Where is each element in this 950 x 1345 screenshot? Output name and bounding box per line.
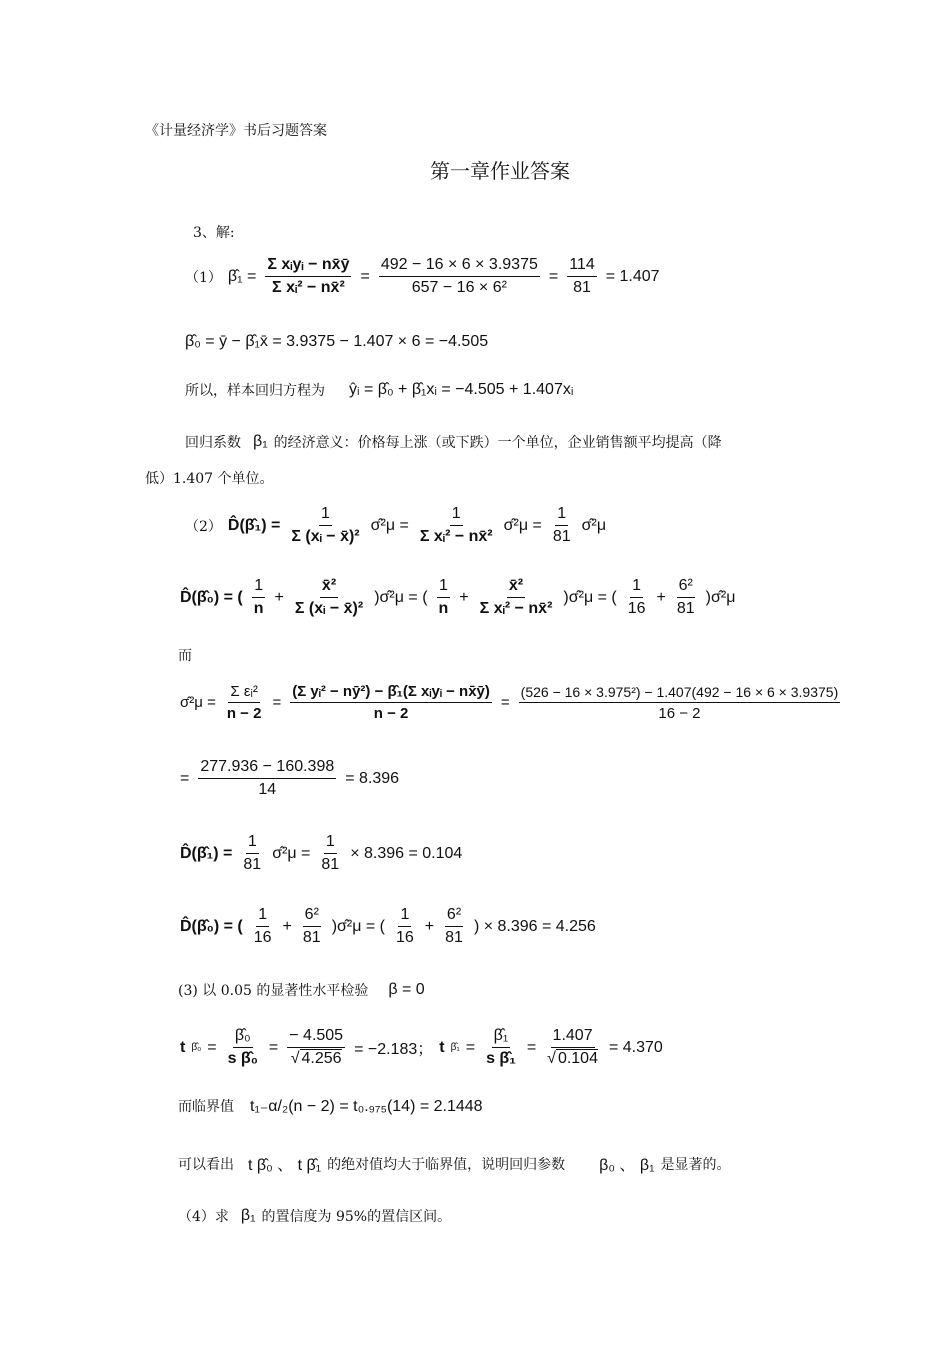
denominator: 81 bbox=[302, 929, 321, 946]
denominator: n − 2 bbox=[226, 705, 262, 722]
beta1-fraction-reduced bbox=[567, 256, 597, 297]
plus-sign: + bbox=[424, 917, 435, 935]
t-symbol: t bbox=[180, 1038, 186, 1056]
fraction bbox=[519, 684, 841, 722]
equals-sign: = bbox=[360, 267, 370, 285]
numerator: Σ εᵢ² bbox=[228, 683, 259, 703]
numerator: 1 bbox=[437, 577, 450, 598]
numerator: 1.407 bbox=[551, 1027, 595, 1048]
critical-value-formula: t₁₋α/₂(n − 2) = t₀.₉₇₅(14) = 2.1448 bbox=[250, 1098, 483, 1115]
numerator: x̄² bbox=[320, 577, 338, 598]
variance-beta0-numeric bbox=[180, 906, 596, 947]
sigma-term: )σ̂²μ = ( bbox=[331, 917, 385, 935]
denominator: 81 bbox=[445, 929, 463, 946]
numerator: β̂₁ bbox=[492, 1027, 511, 1048]
sigma-term: σ̂²μ = bbox=[272, 844, 311, 862]
t1-result: = 4.370 bbox=[608, 1038, 663, 1056]
numerator: 277.936 − 160.398 bbox=[198, 758, 336, 779]
numerator: 6² bbox=[445, 906, 463, 927]
plus-sign: + bbox=[459, 588, 469, 606]
meaning-prefix: 回归系数 bbox=[185, 435, 241, 451]
fraction bbox=[394, 906, 416, 947]
equals-sign: = bbox=[180, 769, 190, 787]
fraction bbox=[675, 577, 697, 618]
part-1-label: （1） bbox=[185, 269, 222, 286]
numerator: x̄² bbox=[507, 577, 525, 598]
sigma-term: )σ̂²μ = ( bbox=[374, 588, 428, 606]
fraction bbox=[478, 577, 555, 618]
fraction bbox=[443, 906, 465, 947]
equals-sign: = bbox=[548, 267, 559, 285]
numerator: β̂₀ bbox=[233, 1027, 253, 1048]
sample-equation-formula: ŷᵢ = β̂₀ + β̂₁xᵢ = −4.505 + 1.407xᵢ bbox=[349, 381, 574, 398]
beta0-estimate-formula: β̂₀ = ȳ − β̂₁x̄ = 3.9375 − 1.407 × 6 = −4.505 bbox=[185, 333, 489, 350]
sqrt-value: 0.104 bbox=[557, 1050, 598, 1067]
denominator: Σ xᵢ² − nx̄² bbox=[272, 279, 345, 296]
t-symbols: t β̂₀ 、 t β̂₁ bbox=[248, 1157, 322, 1174]
denominator: Σ xᵢ² − nx̄² bbox=[479, 600, 553, 617]
beta1-fraction-numeric bbox=[379, 256, 540, 297]
denominator: 16 − 2 bbox=[658, 704, 701, 722]
numerator: 1 bbox=[450, 505, 463, 526]
sqrt-value: 4.256 bbox=[301, 1050, 342, 1067]
denominator: 81 bbox=[321, 856, 340, 873]
numerator: 1 bbox=[319, 505, 332, 526]
fraction bbox=[301, 906, 323, 947]
conclusion-text: 的绝对值均大于临界值，说明回归参数 bbox=[327, 1156, 566, 1173]
equals-sign: = bbox=[526, 1038, 537, 1056]
equals-sign: = bbox=[465, 1038, 476, 1056]
plus-sign: + bbox=[656, 588, 666, 606]
variance-beta0-lhs: D̂(β̂₀) = ( bbox=[180, 588, 243, 606]
part-3-label: (3) 以 0.05 的显著性水平检验 bbox=[178, 983, 369, 999]
denominator: 81 bbox=[573, 279, 591, 296]
denominator: √ 4.256 bbox=[290, 1050, 342, 1067]
fraction bbox=[484, 1027, 518, 1068]
variance-beta0-result: ) × 8.396 = 4.256 bbox=[473, 917, 596, 935]
denominator: n bbox=[253, 600, 264, 617]
sigma-result: = 8.396 bbox=[345, 769, 400, 787]
denominator: 16 bbox=[627, 600, 646, 617]
numerator: 1 bbox=[324, 833, 337, 854]
sample-equation-text: 所以，样本回归方程为 bbox=[185, 383, 325, 399]
fraction bbox=[437, 577, 451, 618]
denominator: √ 0.104 bbox=[547, 1050, 598, 1067]
denominator: 81 bbox=[243, 856, 262, 873]
numerator: 1 bbox=[555, 505, 568, 526]
fraction bbox=[287, 1027, 345, 1068]
fraction bbox=[241, 833, 263, 874]
sigma-term: σ̂²μ bbox=[581, 516, 607, 534]
variance-beta1-lhs: D̂(β̂₁) = bbox=[227, 516, 281, 534]
denominator: 657 − 16 × 6² bbox=[411, 279, 507, 296]
denominator: Σ xᵢ² − nx̄² bbox=[419, 528, 493, 545]
numerator: 1 bbox=[246, 833, 259, 854]
question-3-label: 3、解: bbox=[193, 225, 235, 241]
variance-beta0-lhs: D̂(β̂₀) = ( bbox=[180, 917, 243, 935]
equals-sign: = bbox=[500, 694, 510, 711]
denominator: 16 bbox=[396, 929, 414, 946]
sigma-lhs: σ̂²μ = bbox=[180, 694, 216, 711]
hypothesis-symbol: β = 0 bbox=[388, 981, 425, 998]
denominator: Σ (xᵢ − x̄)² bbox=[294, 600, 364, 617]
plus-sign: + bbox=[274, 588, 284, 606]
part-4-line bbox=[178, 1206, 451, 1226]
numerator: 1 bbox=[252, 577, 265, 598]
sigma-term: σ̂²μ = bbox=[503, 516, 542, 534]
and-word: 而 bbox=[178, 648, 192, 664]
coefficient-meaning-line1 bbox=[185, 432, 722, 452]
beta1-symbol: β₁ bbox=[253, 433, 268, 450]
numerator: 1 bbox=[256, 906, 269, 927]
meaning-text: 的经济意义：价格每上涨（或下跌）一个单位，企业销售额平均提高（降 bbox=[273, 435, 722, 451]
part-2-label: （2） bbox=[185, 518, 222, 535]
t0-result: = −2.183； bbox=[354, 1041, 434, 1058]
header-line: 《计量经济学》书后习题答案 bbox=[145, 123, 327, 139]
sigma-term: )σ̂²μ bbox=[705, 588, 736, 606]
regression-params: β₀ 、 β₁ bbox=[599, 1157, 655, 1174]
sigma-estimate-formula bbox=[180, 683, 843, 722]
numerator: 6² bbox=[677, 577, 695, 598]
numerator: (Σ yᵢ² − nȳ²) − β̂₁(Σ xᵢyᵢ − nx̄ȳ) bbox=[290, 683, 492, 703]
variance-beta1-formula bbox=[185, 505, 606, 546]
numerator: (526 − 16 × 3.975²) − 1.407(492 − 16 × 6 × 3.9375) bbox=[519, 684, 841, 703]
fraction bbox=[225, 683, 264, 722]
variance-beta1-result: × 8.396 = 0.104 bbox=[350, 844, 463, 862]
numerator: − 4.505 bbox=[287, 1027, 345, 1048]
denominator: 81 bbox=[552, 528, 571, 545]
plus-sign: + bbox=[282, 917, 292, 935]
coefficient-meaning-line2: 低）1.407 个单位。 bbox=[145, 471, 274, 487]
numerator: 6² bbox=[303, 906, 321, 927]
fraction bbox=[290, 683, 492, 722]
numerator: Σ xᵢyᵢ − nx̄ȳ bbox=[265, 256, 351, 277]
fraction bbox=[252, 577, 266, 618]
conclusion-end: 是显著的。 bbox=[660, 1156, 731, 1173]
denominator: n bbox=[438, 600, 449, 617]
equals-sign: = bbox=[207, 1038, 217, 1056]
denominator: 81 bbox=[676, 600, 695, 617]
denominator: s β̂₀ bbox=[227, 1050, 258, 1067]
conclusion-prefix: 可以看出 bbox=[178, 1156, 234, 1173]
part-4-label: （4）求 bbox=[178, 1209, 229, 1225]
fraction bbox=[293, 577, 365, 618]
variance-beta0-formula bbox=[180, 577, 735, 618]
beta1-lhs: β̂₁ = bbox=[227, 267, 257, 285]
t-subscript: β̂₁ bbox=[450, 1042, 460, 1053]
part-3-heading bbox=[178, 980, 425, 1000]
sigma-term: σ̂²μ = bbox=[370, 516, 409, 534]
fraction bbox=[226, 1027, 260, 1068]
denominator: n − 2 bbox=[373, 705, 409, 722]
chapter-title: 第一章作业答案 bbox=[430, 159, 570, 183]
fraction bbox=[418, 505, 495, 546]
fraction bbox=[626, 577, 648, 618]
t-statistics-formula bbox=[180, 1027, 663, 1068]
part-4-text: 的置信度为 95%的置信区间。 bbox=[261, 1209, 452, 1225]
denominator: 14 bbox=[258, 781, 277, 798]
fraction bbox=[319, 833, 341, 874]
equals-sign: = bbox=[268, 1038, 279, 1056]
numerator: 1 bbox=[398, 906, 411, 927]
variance-beta1-numeric bbox=[180, 833, 462, 874]
fraction bbox=[551, 505, 573, 546]
sigma-term: )σ̂²μ = ( bbox=[563, 588, 617, 606]
beta1-estimate-formula bbox=[185, 256, 660, 297]
conclusion-line bbox=[178, 1152, 730, 1175]
numerator: 114 bbox=[567, 256, 597, 277]
critical-value-line bbox=[178, 1096, 483, 1116]
critical-prefix: 而临界值 bbox=[178, 1099, 234, 1115]
numerator: 1 bbox=[630, 577, 643, 598]
fraction bbox=[252, 906, 274, 947]
beta1-result: = 1.407 bbox=[605, 267, 660, 285]
fraction bbox=[198, 758, 336, 799]
sample-regression-equation bbox=[185, 380, 573, 400]
fraction bbox=[289, 505, 361, 546]
t-symbol: t bbox=[439, 1038, 445, 1056]
sigma-estimate-result bbox=[180, 758, 399, 799]
variance-beta1-lhs: D̂(β̂₁) = bbox=[180, 844, 233, 862]
denominator: s β̂₁ bbox=[486, 1050, 516, 1067]
beta1-fraction-general bbox=[265, 256, 351, 297]
t-subscript: β̂₀ bbox=[191, 1042, 202, 1053]
equals-sign: = bbox=[272, 694, 282, 711]
fraction bbox=[545, 1027, 600, 1068]
beta1-symbol: β₁ bbox=[240, 1207, 256, 1224]
numerator: 492 − 16 × 6 × 3.9375 bbox=[379, 256, 540, 277]
denominator: 16 bbox=[253, 929, 272, 946]
denominator: Σ (xᵢ − x̄)² bbox=[291, 528, 360, 545]
